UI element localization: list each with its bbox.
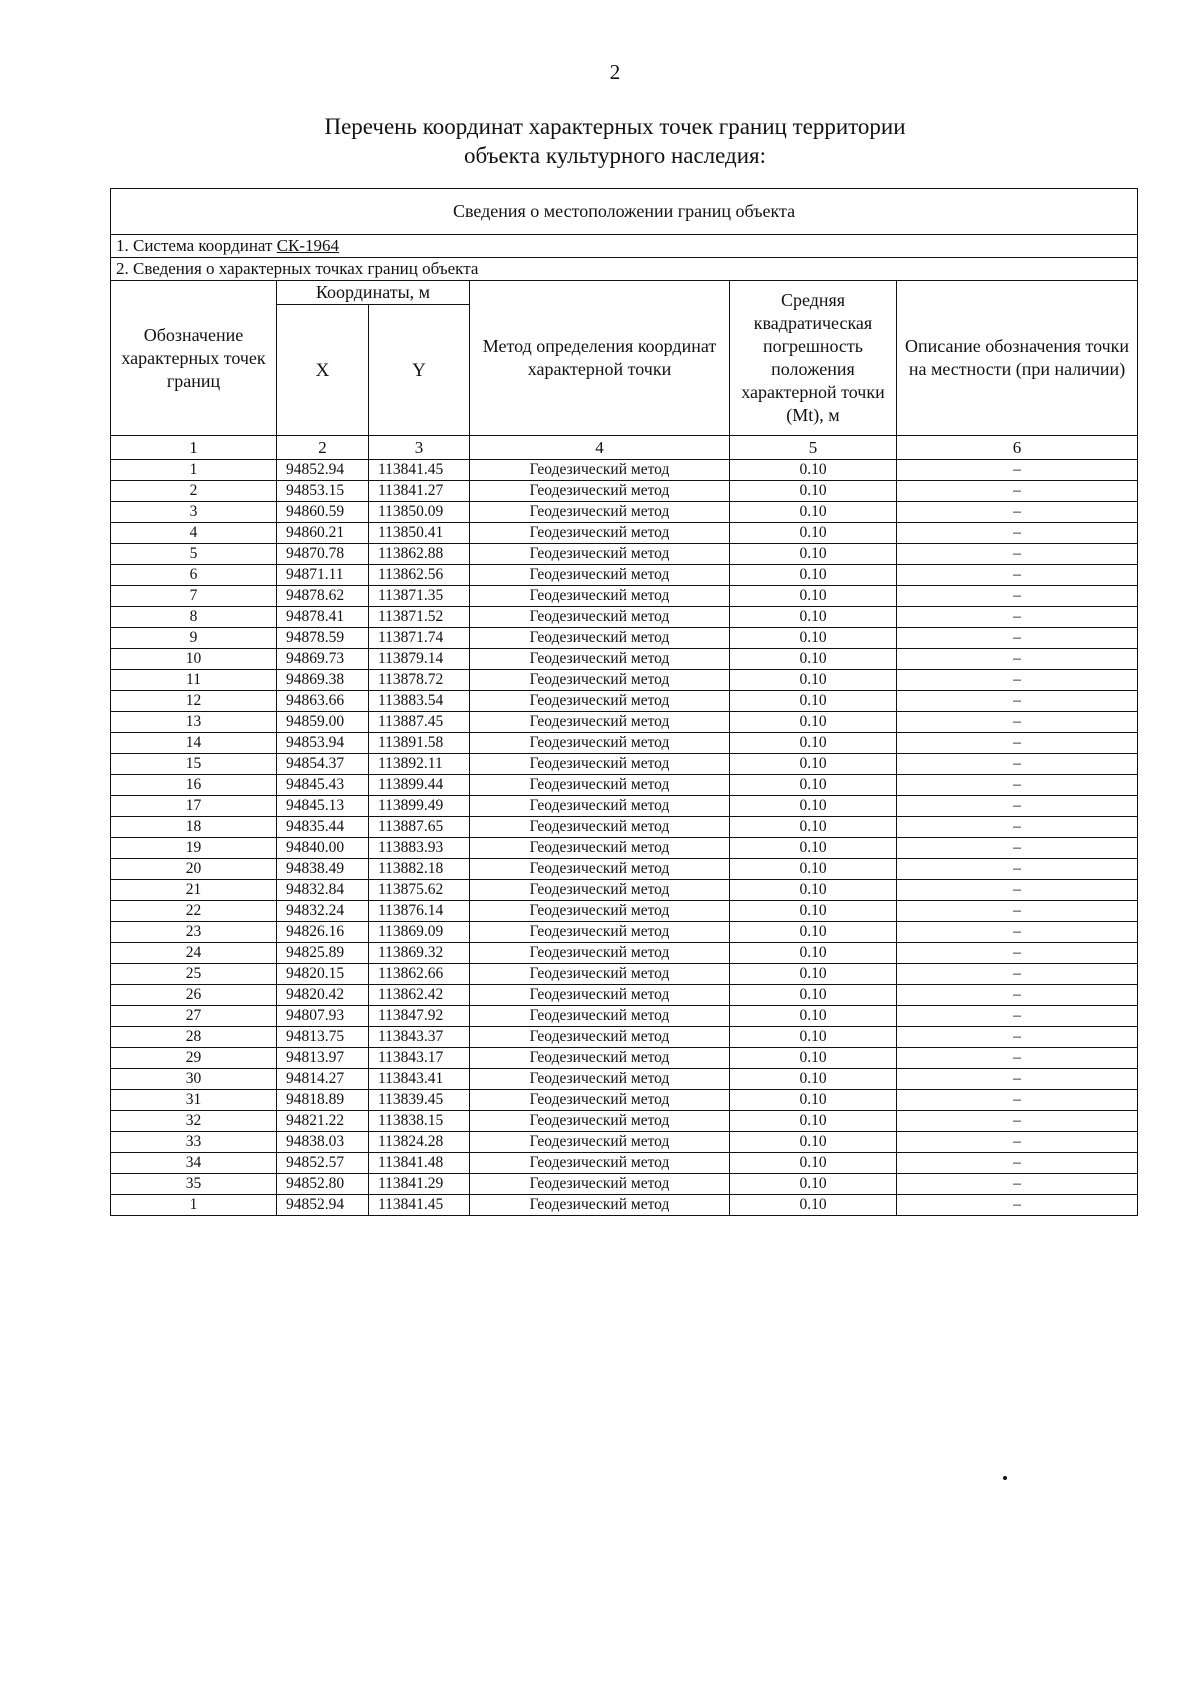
x-coordinate-cell: 94852.80	[277, 1174, 369, 1195]
method-cell: Геодезический метод	[470, 460, 730, 481]
error-cell: 0.10	[730, 523, 897, 544]
error-cell: 0.10	[730, 964, 897, 985]
description-cell: –	[897, 649, 1138, 670]
table-row	[111, 838, 1138, 859]
x-coordinate-cell: 94852.94	[277, 1195, 369, 1216]
description-cell: –	[897, 964, 1138, 985]
coordinate-system-line	[111, 235, 1138, 258]
method-cell: Геодезический метод	[470, 712, 730, 733]
error-cell: 0.10	[730, 1195, 897, 1216]
table-row	[111, 691, 1138, 712]
table-row	[111, 460, 1138, 481]
x-coordinate-cell: 94818.89	[277, 1090, 369, 1111]
document-title	[0, 112, 1200, 170]
table-row	[111, 1006, 1138, 1027]
method-cell: Геодезический метод	[470, 985, 730, 1006]
table-row	[111, 523, 1138, 544]
point-number-cell: 9	[111, 628, 277, 649]
description-cell: –	[897, 712, 1138, 733]
method-cell: Геодезический метод	[470, 880, 730, 901]
header-description: Описание обозначения точки на местности (при наличии)	[897, 281, 1138, 436]
error-cell: 0.10	[730, 460, 897, 481]
x-coordinate-cell: 94835.44	[277, 817, 369, 838]
y-coordinate-cell: 113871.74	[369, 628, 470, 649]
error-cell: 0.10	[730, 1048, 897, 1069]
x-coordinate-cell: 94813.75	[277, 1027, 369, 1048]
error-cell: 0.10	[730, 880, 897, 901]
y-coordinate-cell: 113862.66	[369, 964, 470, 985]
y-coordinate-cell: 113871.35	[369, 586, 470, 607]
y-coordinate-cell: 113843.37	[369, 1027, 470, 1048]
x-coordinate-cell: 94845.43	[277, 775, 369, 796]
error-cell: 0.10	[730, 838, 897, 859]
description-cell: –	[897, 691, 1138, 712]
method-cell: Геодезический метод	[470, 817, 730, 838]
description-cell: –	[897, 922, 1138, 943]
method-cell: Геодезический метод	[470, 796, 730, 817]
y-coordinate-cell: 113843.41	[369, 1069, 470, 1090]
y-coordinate-cell: 113839.45	[369, 1090, 470, 1111]
description-cell: –	[897, 796, 1138, 817]
description-cell: –	[897, 1132, 1138, 1153]
error-cell: 0.10	[730, 1111, 897, 1132]
y-coordinate-cell: 113876.14	[369, 901, 470, 922]
y-coordinate-cell: 113841.45	[369, 1195, 470, 1216]
y-coordinate-cell: 113887.65	[369, 817, 470, 838]
table-row	[111, 565, 1138, 586]
column-number: 1	[111, 436, 277, 460]
table-row	[111, 1090, 1138, 1111]
method-cell: Геодезический метод	[470, 502, 730, 523]
description-cell: –	[897, 775, 1138, 796]
x-coordinate-cell: 94859.00	[277, 712, 369, 733]
method-cell: Геодезический метод	[470, 670, 730, 691]
table-row	[111, 1069, 1138, 1090]
method-cell: Геодезический метод	[470, 838, 730, 859]
table-row	[111, 817, 1138, 838]
column-number: 4	[470, 436, 730, 460]
method-cell: Геодезический метод	[470, 733, 730, 754]
error-cell: 0.10	[730, 502, 897, 523]
description-cell: –	[897, 628, 1138, 649]
x-coordinate-cell: 94845.13	[277, 796, 369, 817]
point-number-cell: 13	[111, 712, 277, 733]
point-number-cell: 28	[111, 1027, 277, 1048]
method-cell: Геодезический метод	[470, 607, 730, 628]
method-cell: Геодезический метод	[470, 1048, 730, 1069]
coordinate-system-label: 1. Система координат	[116, 236, 277, 255]
page-number: 2	[609, 60, 621, 84]
x-coordinate-cell: 94852.57	[277, 1153, 369, 1174]
point-number-cell: 30	[111, 1069, 277, 1090]
y-coordinate-cell: 113871.52	[369, 607, 470, 628]
error-cell: 0.10	[730, 1069, 897, 1090]
y-coordinate-cell: 113850.09	[369, 502, 470, 523]
point-number-cell: 11	[111, 670, 277, 691]
table-row	[111, 1153, 1138, 1174]
method-cell: Геодезический метод	[470, 1195, 730, 1216]
error-cell: 0.10	[730, 1006, 897, 1027]
error-cell: 0.10	[730, 607, 897, 628]
description-cell: –	[897, 880, 1138, 901]
method-cell: Геодезический метод	[470, 901, 730, 922]
error-cell: 0.10	[730, 712, 897, 733]
error-cell: 0.10	[730, 1132, 897, 1153]
method-cell: Геодезический метод	[470, 628, 730, 649]
x-coordinate-cell: 94860.59	[277, 502, 369, 523]
table-row	[111, 712, 1138, 733]
table-row	[111, 1174, 1138, 1195]
x-coordinate-cell: 94826.16	[277, 922, 369, 943]
y-coordinate-cell: 113850.41	[369, 523, 470, 544]
header-error: Средняя квадратическая погрешность положения характерной точки (Мt), м	[730, 281, 897, 436]
error-cell: 0.10	[730, 754, 897, 775]
point-number-cell: 7	[111, 586, 277, 607]
point-number-cell: 17	[111, 796, 277, 817]
x-coordinate-cell: 94820.42	[277, 985, 369, 1006]
method-cell: Геодезический метод	[470, 565, 730, 586]
description-cell: –	[897, 607, 1138, 628]
error-cell: 0.10	[730, 901, 897, 922]
y-coordinate-cell: 113878.72	[369, 670, 470, 691]
description-cell: –	[897, 838, 1138, 859]
error-cell: 0.10	[730, 1027, 897, 1048]
column-number: 3	[369, 436, 470, 460]
table-row	[111, 1195, 1138, 1216]
table-row	[111, 922, 1138, 943]
error-cell: 0.10	[730, 1090, 897, 1111]
x-coordinate-cell: 94832.24	[277, 901, 369, 922]
error-cell: 0.10	[730, 565, 897, 586]
description-cell: –	[897, 1111, 1138, 1132]
x-coordinate-cell: 94863.66	[277, 691, 369, 712]
description-cell: –	[897, 943, 1138, 964]
description-cell: –	[897, 523, 1138, 544]
table-row	[111, 649, 1138, 670]
description-cell: –	[897, 1090, 1138, 1111]
method-cell: Геодезический метод	[470, 586, 730, 607]
point-number-cell: 14	[111, 733, 277, 754]
x-coordinate-cell: 94869.38	[277, 670, 369, 691]
description-cell: –	[897, 1027, 1138, 1048]
x-coordinate-cell: 94871.11	[277, 565, 369, 586]
y-coordinate-cell: 113841.27	[369, 481, 470, 502]
table-row	[111, 775, 1138, 796]
x-coordinate-cell: 94878.41	[277, 607, 369, 628]
point-number-cell: 1	[111, 460, 277, 481]
point-number-cell: 10	[111, 649, 277, 670]
x-coordinate-cell: 94869.73	[277, 649, 369, 670]
header-y: Y	[369, 305, 470, 436]
point-number-cell: 25	[111, 964, 277, 985]
error-cell: 0.10	[730, 817, 897, 838]
table-row	[111, 607, 1138, 628]
method-cell: Геодезический метод	[470, 481, 730, 502]
point-number-cell: 2	[111, 481, 277, 502]
stray-dot	[1003, 1476, 1007, 1480]
method-cell: Геодезический метод	[470, 859, 730, 880]
method-cell: Геодезический метод	[470, 754, 730, 775]
description-cell: –	[897, 460, 1138, 481]
description-cell: –	[897, 1195, 1138, 1216]
error-cell: 0.10	[730, 1174, 897, 1195]
description-cell: –	[897, 544, 1138, 565]
table-row	[111, 796, 1138, 817]
point-number-cell: 26	[111, 985, 277, 1006]
table-row	[111, 943, 1138, 964]
table-row	[111, 880, 1138, 901]
y-coordinate-cell: 113899.49	[369, 796, 470, 817]
x-coordinate-cell: 94853.15	[277, 481, 369, 502]
point-number-cell: 3	[111, 502, 277, 523]
description-cell: –	[897, 985, 1138, 1006]
table-row	[111, 586, 1138, 607]
title-line-1: Перечень координат характерных точек границ территории	[324, 114, 906, 139]
y-coordinate-cell: 113882.18	[369, 859, 470, 880]
y-coordinate-cell: 113875.62	[369, 880, 470, 901]
y-coordinate-cell: 113883.93	[369, 838, 470, 859]
method-cell: Геодезический метод	[470, 943, 730, 964]
error-cell: 0.10	[730, 544, 897, 565]
x-coordinate-cell: 94852.94	[277, 460, 369, 481]
error-cell: 0.10	[730, 670, 897, 691]
table-row	[111, 1027, 1138, 1048]
point-number-cell: 29	[111, 1048, 277, 1069]
description-cell: –	[897, 502, 1138, 523]
method-cell: Геодезический метод	[470, 691, 730, 712]
point-number-cell: 16	[111, 775, 277, 796]
y-coordinate-cell: 113869.09	[369, 922, 470, 943]
point-number-cell: 19	[111, 838, 277, 859]
method-cell: Геодезический метод	[470, 1069, 730, 1090]
y-coordinate-cell: 113879.14	[369, 649, 470, 670]
description-cell: –	[897, 565, 1138, 586]
point-number-cell: 21	[111, 880, 277, 901]
description-cell: –	[897, 670, 1138, 691]
x-coordinate-cell: 94820.15	[277, 964, 369, 985]
header-coordinates: Координаты, м	[277, 281, 470, 305]
point-number-cell: 32	[111, 1111, 277, 1132]
table-row	[111, 502, 1138, 523]
point-number-cell: 18	[111, 817, 277, 838]
y-coordinate-cell: 113891.58	[369, 733, 470, 754]
error-cell: 0.10	[730, 859, 897, 880]
x-coordinate-cell: 94853.94	[277, 733, 369, 754]
method-cell: Геодезический метод	[470, 1090, 730, 1111]
error-cell: 0.10	[730, 649, 897, 670]
table-row	[111, 733, 1138, 754]
point-number-cell: 34	[111, 1153, 277, 1174]
error-cell: 0.10	[730, 922, 897, 943]
x-coordinate-cell: 94838.03	[277, 1132, 369, 1153]
x-coordinate-cell: 94854.37	[277, 754, 369, 775]
x-coordinate-cell: 94878.59	[277, 628, 369, 649]
point-number-cell: 20	[111, 859, 277, 880]
point-number-cell: 24	[111, 943, 277, 964]
x-coordinate-cell: 94813.97	[277, 1048, 369, 1069]
error-cell: 0.10	[730, 1153, 897, 1174]
y-coordinate-cell: 113862.56	[369, 565, 470, 586]
point-number-cell: 6	[111, 565, 277, 586]
description-cell: –	[897, 1048, 1138, 1069]
description-cell: –	[897, 817, 1138, 838]
y-coordinate-cell: 113824.28	[369, 1132, 470, 1153]
point-number-cell: 15	[111, 754, 277, 775]
y-coordinate-cell: 113869.32	[369, 943, 470, 964]
column-number: 2	[277, 436, 369, 460]
x-coordinate-cell: 94832.84	[277, 880, 369, 901]
point-number-cell: 23	[111, 922, 277, 943]
x-coordinate-cell: 94840.00	[277, 838, 369, 859]
coordinate-system-value: СК-1964	[276, 236, 340, 255]
points-info-line: 2. Сведения о характерных точках границ объекта	[111, 258, 1138, 281]
method-cell: Геодезический метод	[470, 1174, 730, 1195]
table-row	[111, 901, 1138, 922]
x-coordinate-cell: 94860.21	[277, 523, 369, 544]
error-cell: 0.10	[730, 481, 897, 502]
y-coordinate-cell: 113847.92	[369, 1006, 470, 1027]
table-row	[111, 859, 1138, 880]
y-coordinate-cell: 113843.17	[369, 1048, 470, 1069]
y-coordinate-cell: 113887.45	[369, 712, 470, 733]
y-coordinate-cell: 113883.54	[369, 691, 470, 712]
x-coordinate-cell: 94821.22	[277, 1111, 369, 1132]
y-coordinate-cell: 113838.15	[369, 1111, 470, 1132]
x-coordinate-cell: 94838.49	[277, 859, 369, 880]
table-row	[111, 544, 1138, 565]
description-cell: –	[897, 901, 1138, 922]
method-cell: Геодезический метод	[470, 964, 730, 985]
x-coordinate-cell: 94870.78	[277, 544, 369, 565]
column-number: 5	[730, 436, 897, 460]
description-cell: –	[897, 586, 1138, 607]
method-cell: Геодезический метод	[470, 523, 730, 544]
description-cell: –	[897, 733, 1138, 754]
error-cell: 0.10	[730, 691, 897, 712]
description-cell: –	[897, 1153, 1138, 1174]
point-number-cell: 31	[111, 1090, 277, 1111]
section-title: Сведения о местоположении границ объекта	[111, 189, 1138, 235]
error-cell: 0.10	[730, 733, 897, 754]
method-cell: Геодезический метод	[470, 649, 730, 670]
point-number-cell: 1	[111, 1195, 277, 1216]
method-cell: Геодезический метод	[470, 1006, 730, 1027]
x-coordinate-cell: 94825.89	[277, 943, 369, 964]
method-cell: Геодезический метод	[470, 922, 730, 943]
column-number: 6	[897, 436, 1138, 460]
description-cell: –	[897, 1174, 1138, 1195]
y-coordinate-cell: 113899.44	[369, 775, 470, 796]
method-cell: Геодезический метод	[470, 1111, 730, 1132]
table-body	[111, 460, 1138, 1216]
table-row	[111, 985, 1138, 1006]
method-cell: Геодезический метод	[470, 1132, 730, 1153]
method-cell: Геодезический метод	[470, 1027, 730, 1048]
x-coordinate-cell: 94807.93	[277, 1006, 369, 1027]
y-coordinate-cell: 113862.88	[369, 544, 470, 565]
error-cell: 0.10	[730, 775, 897, 796]
title-line-2: объекта культурного наследия:	[463, 143, 767, 168]
y-coordinate-cell: 113862.42	[369, 985, 470, 1006]
table-row	[111, 628, 1138, 649]
error-cell: 0.10	[730, 796, 897, 817]
header-point-designation: Обозначение характерных точек границ	[111, 281, 277, 436]
x-coordinate-cell: 94814.27	[277, 1069, 369, 1090]
point-number-cell: 33	[111, 1132, 277, 1153]
x-coordinate-cell: 94878.62	[277, 586, 369, 607]
method-cell: Геодезический метод	[470, 1153, 730, 1174]
table-row	[111, 670, 1138, 691]
table-row	[111, 1048, 1138, 1069]
error-cell: 0.10	[730, 943, 897, 964]
description-cell: –	[897, 754, 1138, 775]
error-cell: 0.10	[730, 985, 897, 1006]
table-row	[111, 1132, 1138, 1153]
description-cell: –	[897, 481, 1138, 502]
y-coordinate-cell: 113841.45	[369, 460, 470, 481]
coordinates-table	[110, 188, 1138, 1216]
header-x: X	[277, 305, 369, 436]
point-number-cell: 27	[111, 1006, 277, 1027]
point-number-cell: 4	[111, 523, 277, 544]
y-coordinate-cell: 113841.48	[369, 1153, 470, 1174]
table-row	[111, 1111, 1138, 1132]
error-cell: 0.10	[730, 586, 897, 607]
table-row	[111, 964, 1138, 985]
table-row	[111, 754, 1138, 775]
description-cell: –	[897, 1069, 1138, 1090]
point-number-cell: 22	[111, 901, 277, 922]
method-cell: Геодезический метод	[470, 544, 730, 565]
table-row	[111, 481, 1138, 502]
error-cell: 0.10	[730, 628, 897, 649]
point-number-cell: 8	[111, 607, 277, 628]
point-number-cell: 5	[111, 544, 277, 565]
point-number-cell: 35	[111, 1174, 277, 1195]
description-cell: –	[897, 1006, 1138, 1027]
y-coordinate-cell: 113892.11	[369, 754, 470, 775]
point-number-cell: 12	[111, 691, 277, 712]
method-cell: Геодезический метод	[470, 775, 730, 796]
header-method: Метод определения координат характерной точки	[470, 281, 730, 436]
description-cell: –	[897, 859, 1138, 880]
y-coordinate-cell: 113841.29	[369, 1174, 470, 1195]
